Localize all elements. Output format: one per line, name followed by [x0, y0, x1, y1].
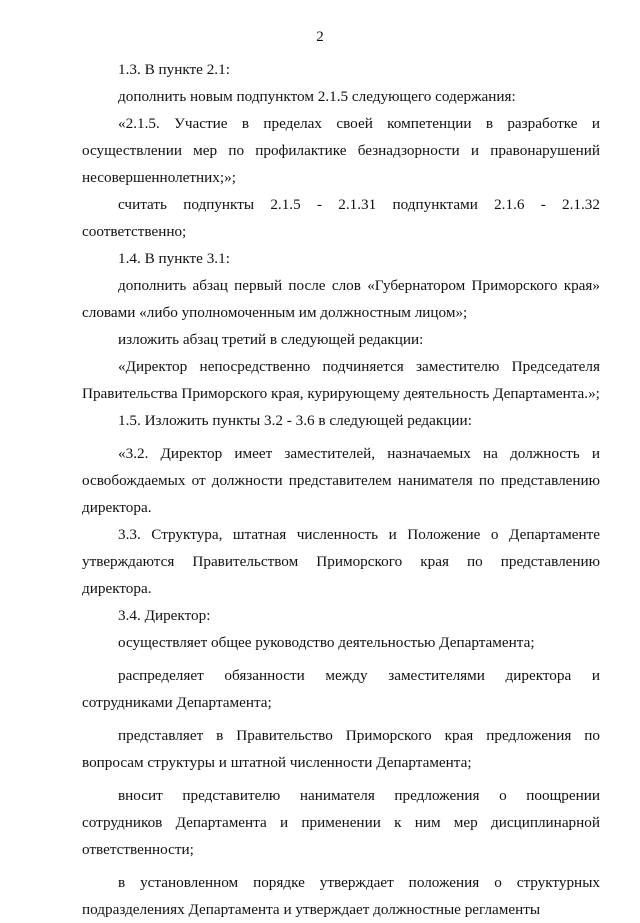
paragraph-1-5: 1.5. Изложить пункты 3.2 - 3.6 в следующей редакции: [118, 412, 472, 429]
paragraph-add-subclause: дополнить новым подпунктом 2.1.5 следующего содержания: [118, 88, 516, 105]
paragraph-3-3: 3.3. Структура, штатная численность и Положение о Департаменте утверждаются Правительством Приморского края по представлению директора. [82, 526, 600, 597]
paragraph-director-reports: «Директор непосредственно подчиняется заместителю Председателя Правительства Приморского края, курирующему деятельность Департамента.»; [82, 358, 600, 402]
document-body [82, 56, 600, 923]
paragraph-3-2: «3.2. Директор имеет заместителей, назначаемых на должность и освобождаемых от должности представителем нанимателя по представлению директора. [82, 445, 600, 516]
paragraph-restate-third: изложить абзац третий в следующей редакции: [118, 331, 424, 348]
paragraph-2-1-5: «2.1.5. Участие в пределах своей компетенции в разработке и осуществлении мер по профилактике безнадзорности и правонарушений несовершеннолетних;»; [82, 115, 600, 186]
paragraph-1-4: 1.4. В пункте 3.1: [118, 250, 230, 267]
paragraph-incentives: вносит представителю нанимателя предложения о поощрении сотрудников Департамента и применении к ним мер дисциплинарной ответственности; [82, 787, 600, 858]
paragraph-add-words: дополнить абзац первый после слов «Губернатором Приморского края» словами «либо уполномоченным им должностным лицом»; [82, 277, 600, 321]
paragraph-approves-regulations: в установленном порядке утверждает положения о структурных подразделениях Департамента и утверждает должностные регламенты [82, 874, 600, 918]
paragraph-3-4: 3.4. Директор: [118, 607, 211, 624]
paragraph-general-management: осуществляет общее руководство деятельностью Департамента; [118, 634, 535, 651]
paragraph-renumber: считать подпункты 2.1.5 - 2.1.31 подпунктами 2.1.6 - 2.1.32 соответственно; [82, 196, 600, 240]
page-number: 2 [316, 29, 324, 45]
paragraph-submits-proposals: представляет в Правительство Приморского края предложения по вопросам структуры и штатной численности Департамента; [82, 727, 600, 771]
paragraph-distributes-duties: распределяет обязанности между заместителями директора и сотрудниками Департамента; [82, 667, 600, 711]
paragraph-1-3: 1.3. В пункте 2.1: [118, 61, 230, 78]
